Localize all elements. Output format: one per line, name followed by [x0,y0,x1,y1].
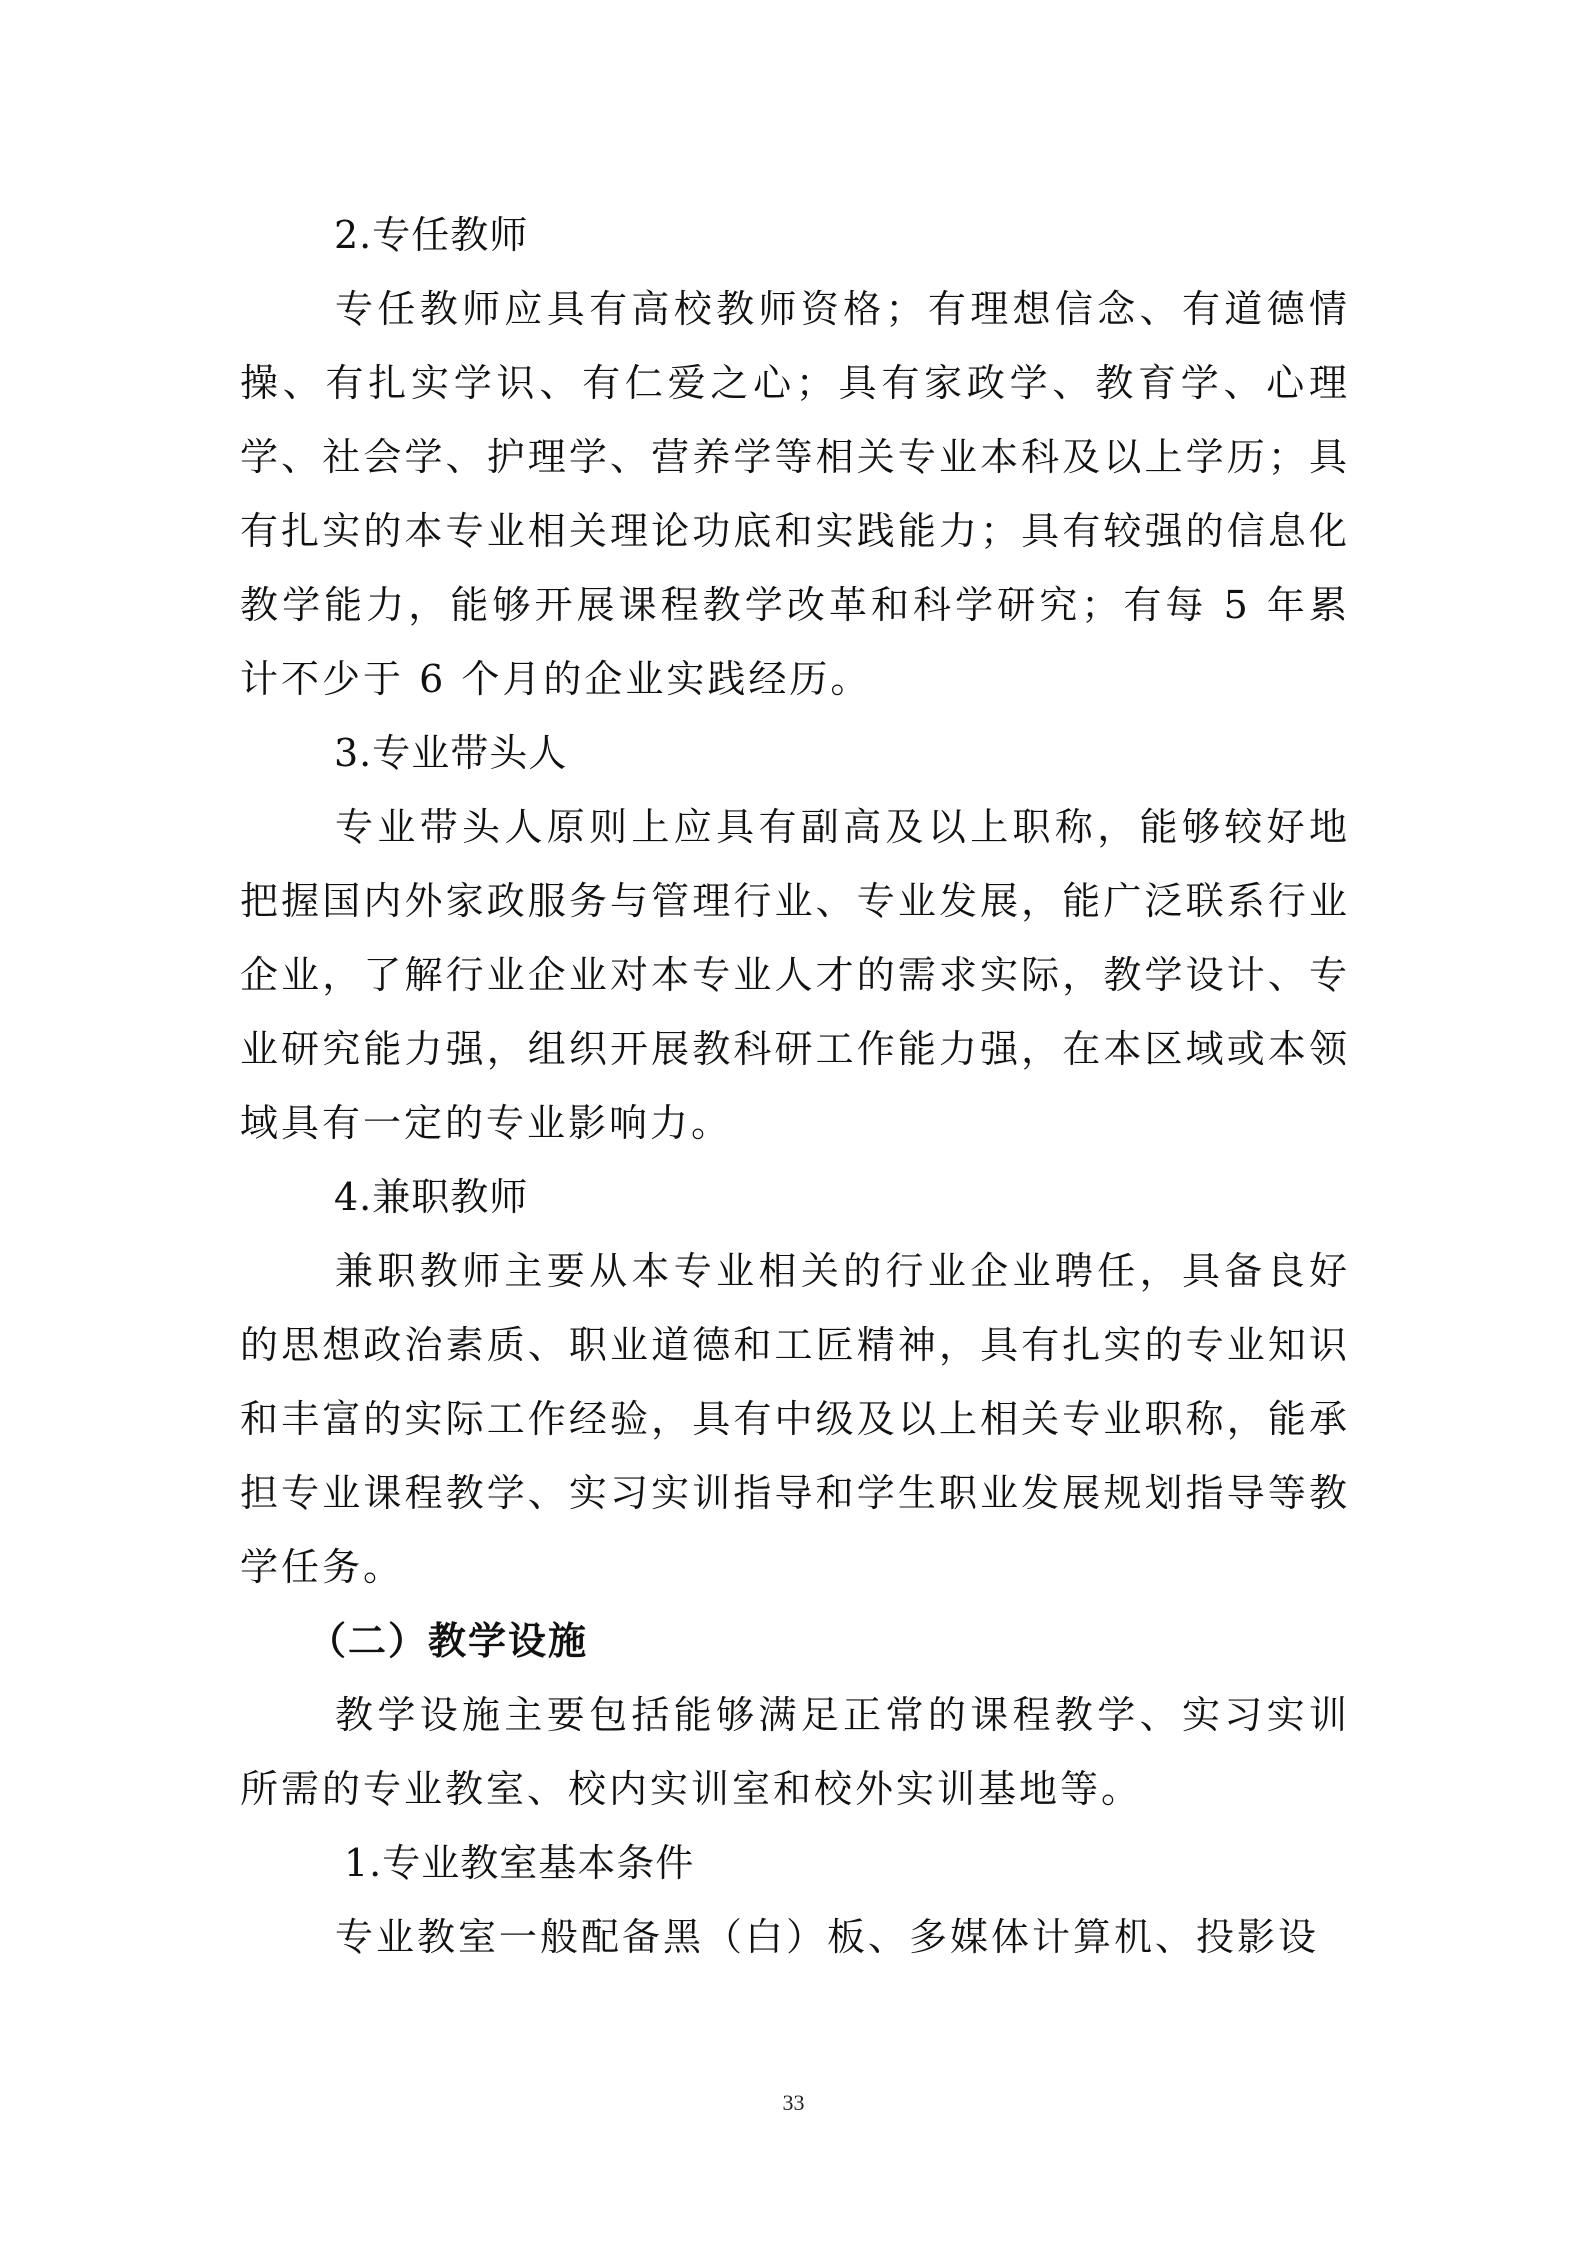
paragraph-full-time-teachers: 专任教师应具有高校教师资格；有理想信念、有道德情操、有扎实学识、有仁爱之心；具有家政学、教育学、心理学、社会学、护理学、营养学等相关专业本科及以上学历；具有扎实的本专业相关理论功底和实践能力；具有较强的信息化教学能力，能够开展课程教学改革和科学研究；有每 5 年累计不少于 6 个月的企业实践经历。 [240,287,1350,701]
paragraph-program-leader: 专业带头人原则上应具有副高及以上职称，能够较好地把握国内外家政服务与管理行业、专业发展，能广泛联系行业企业，了解行业企业对本专业人才的需求实际，教学设计、专业研究能力强，组织开展教科研工作能力强，在本区域或本领域具有一定的专业影响力。 [240,805,1350,1145]
page-content [240,198,1350,1974]
section-heading-part-time-teachers: 4.兼职教师 [334,1175,529,1219]
paragraph-part-time-teachers: 兼职教师主要从本专业相关的行业企业聘任，具备良好的思想政治素质、职业道德和工匠精神，具有扎实的专业知识和丰富的实际工作经验，具有中级及以上相关专业职称，能承担专业课程教学、实习实训指导和学生职业发展规划指导等教学任务。 [240,1249,1350,1589]
page-number: 33 [782,2090,805,2115]
paragraph-classroom-conditions: 专业教室一般配备黑（白）板、多媒体计算机、投影设 [335,1915,1320,1959]
paragraph-teaching-facilities: 教学设施主要包括能够满足正常的课程教学、实习实训所需的专业教室、校内实训室和校外实训基地等。 [240,1693,1350,1811]
section-heading-classroom-conditions: 1.专业教室基本条件 [344,1841,695,1885]
section-heading-program-leader: 3.专业带头人 [334,731,568,775]
section-heading-full-time-teachers: 2.专任教师 [334,213,529,257]
section-heading-teaching-facilities: （二）教学设施 [308,1618,589,1663]
